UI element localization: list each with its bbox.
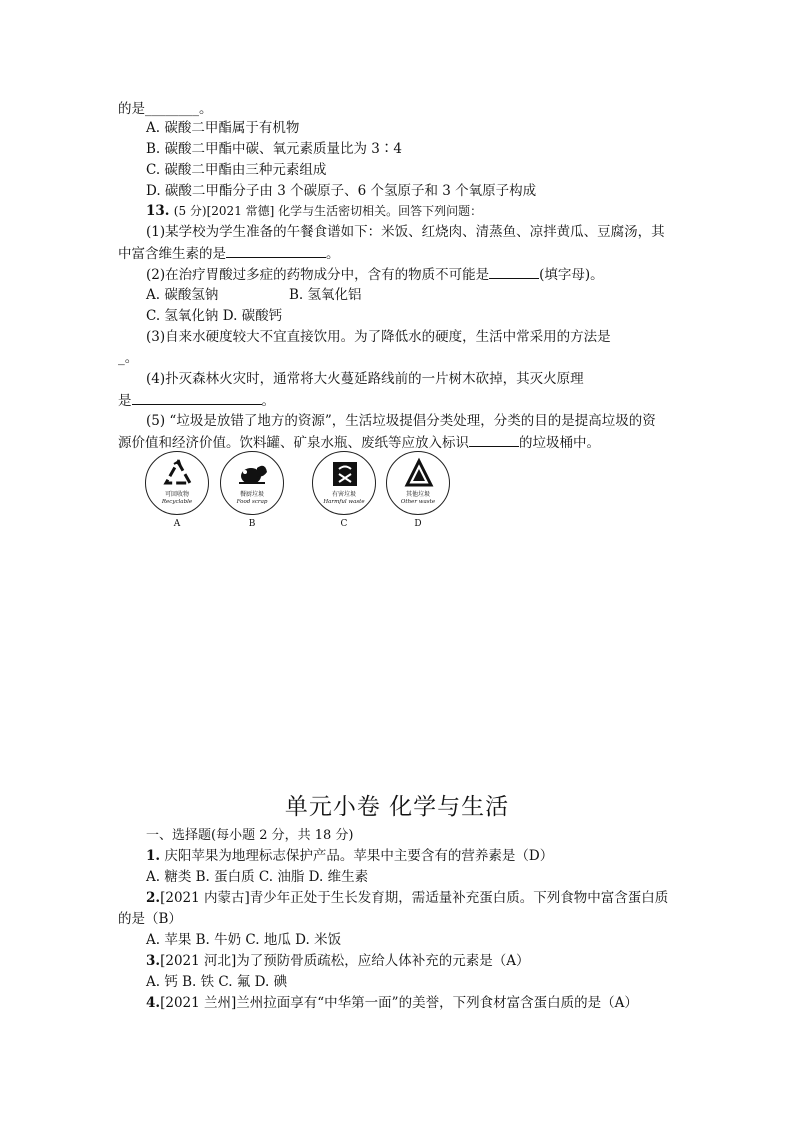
q13-part4-line2 xyxy=(118,390,275,411)
question-text: [2021 兰州]兰州拉面享有“中华第一面”的美誉，下列食材富含蛋白质的是（A） xyxy=(160,995,638,1011)
q12-option-a: A. 碳酸二甲酯属于有机物 xyxy=(146,120,300,136)
food-scrap-icon xyxy=(221,452,285,516)
bin-label-cn: 有害垃圾 xyxy=(331,491,356,498)
question-1 xyxy=(146,846,553,866)
food-scrap-sign xyxy=(220,451,284,515)
bin-label-en: Recyclable xyxy=(161,499,193,505)
q12-option-b: B. 碳酸二甲酯中碳、氧元素质量比为 3∶4 xyxy=(146,141,402,157)
q13-number: 13. xyxy=(146,203,170,219)
bin-label-cn: 可回收物 xyxy=(164,491,189,498)
q13-part5-line1: (5) “垃圾是放错了地方的资源”，生活垃圾提倡分类处理，分类的目的是提高垃圾的资 xyxy=(146,413,656,429)
answer-blank xyxy=(489,264,539,279)
harmful-waste-icon xyxy=(313,452,377,516)
question-text: [2021 河北]为了预防骨质疏松，应给人体补充的元素是（A） xyxy=(160,953,530,969)
recycle-icon xyxy=(146,452,210,516)
q13-part2-text: (2)在治疗胃酸过多症的药物成分中，含有的物质不可能是 xyxy=(146,267,490,283)
answer-blank xyxy=(469,432,519,447)
bin-label-en: Harmful waste xyxy=(323,499,365,505)
bin-label-en: Food scrap xyxy=(236,499,268,505)
question-1-options: A. 糖类 B. 蛋白质 C. 油脂 D. 维生素 xyxy=(146,869,369,885)
question-number: 4. xyxy=(146,995,161,1011)
recyclable-sign xyxy=(145,451,209,515)
q13-part5-text: 源价值和经济价值。饮料罐、矿泉水瓶、废纸等应放入标识 xyxy=(118,435,469,451)
q12-option-d: D. 碳酸二甲酯分子由 3 个碳原子、6 个氢原子和 3 个氧原子构成 xyxy=(146,183,537,199)
question-4 xyxy=(146,993,638,1013)
q13-part3-line1: (3)自来水硬度较大不宜直接饮用。为了降低水的硬度，生活中常采用的方法是 xyxy=(146,329,611,345)
bin-letter-b: B xyxy=(248,519,256,529)
unit-title: 单元小卷 化学与生活 xyxy=(284,794,510,820)
q12-stem-end: 的是________。 xyxy=(118,101,213,117)
q13-part2-options-a: A. 碳酸氢钠 xyxy=(146,287,219,303)
answer-blank xyxy=(132,390,262,405)
q13-part5-end: 的垃圾桶中。 xyxy=(519,435,600,451)
answer-blank xyxy=(226,243,326,258)
bin-label-cn: 餐厨垃圾 xyxy=(239,491,264,498)
harmful-waste-sign xyxy=(312,451,376,515)
q13-part4-text: 是 xyxy=(118,393,132,409)
question-number: 3. xyxy=(146,953,161,969)
question-number: 2. xyxy=(146,890,161,906)
question-2 xyxy=(146,888,668,908)
q13-part4-end: 。 xyxy=(261,393,275,409)
question-3-options: A. 钙 B. 铁 C. 氟 D. 碘 xyxy=(146,974,288,990)
question-2-options: A. 苹果 B. 牛奶 C. 地瓜 D. 米饭 xyxy=(146,932,342,948)
q13-header xyxy=(146,201,482,221)
q13-part2-end: (填字母)。 xyxy=(539,267,604,283)
q13-part2 xyxy=(146,264,604,285)
q13-part5-line2 xyxy=(118,432,600,453)
q13-part1-end: 。 xyxy=(326,246,340,262)
question-2-line2: 的是（B） xyxy=(118,911,182,927)
section-heading: 一、选择题(每小题 2 分，共 18 分) xyxy=(146,828,354,843)
q13-part3-line2: _。 xyxy=(118,350,139,366)
other-waste-sign xyxy=(386,451,450,515)
bin-letter-a: A xyxy=(173,519,181,529)
q13-part4-line1: (4)扑灭森林火灾时，通常将大火蔓延路线前的一片树木砍掉，其灭火原理 xyxy=(146,371,584,387)
bin-letter-c: C xyxy=(340,519,348,529)
q13-part1-text: 中富含维生素的是 xyxy=(118,246,226,262)
other-waste-icon xyxy=(387,452,451,516)
bin-label-en: Other waste xyxy=(400,499,436,505)
bin-letter-d: D xyxy=(414,519,422,529)
q13-part1-line2 xyxy=(118,243,340,264)
q13-part1-line1: (1)某学校为学生准备的午餐食谱如下：米饭、红烧肉、清蒸鱼、凉拌黄瓜、豆腐汤，其 xyxy=(146,224,665,240)
bin-label-cn: 其他垃圾 xyxy=(405,491,430,498)
question-3 xyxy=(146,951,530,971)
question-text: [2021 内蒙古]青少年正处于生长发育期，需适量补充蛋白质。下列食物中富含蛋白质 xyxy=(160,890,669,906)
q12-option-c: C. 碳酸二甲酯由三种元素组成 xyxy=(146,162,327,178)
question-number: 1. xyxy=(146,848,161,864)
q13-part2-options-cd: C. 氢氧化钠 D. 碳酸钙 xyxy=(146,308,283,324)
q13-part2-options-b: B. 氢氧化铝 xyxy=(289,287,362,303)
question-text: 庆阳苹果为地理标志保护产品。苹果中主要含有的营养素是（D） xyxy=(160,848,554,864)
q13-heading: (5 分)[2021 常德] 化学与生活密切相关。回答下列问题： xyxy=(173,204,483,218)
